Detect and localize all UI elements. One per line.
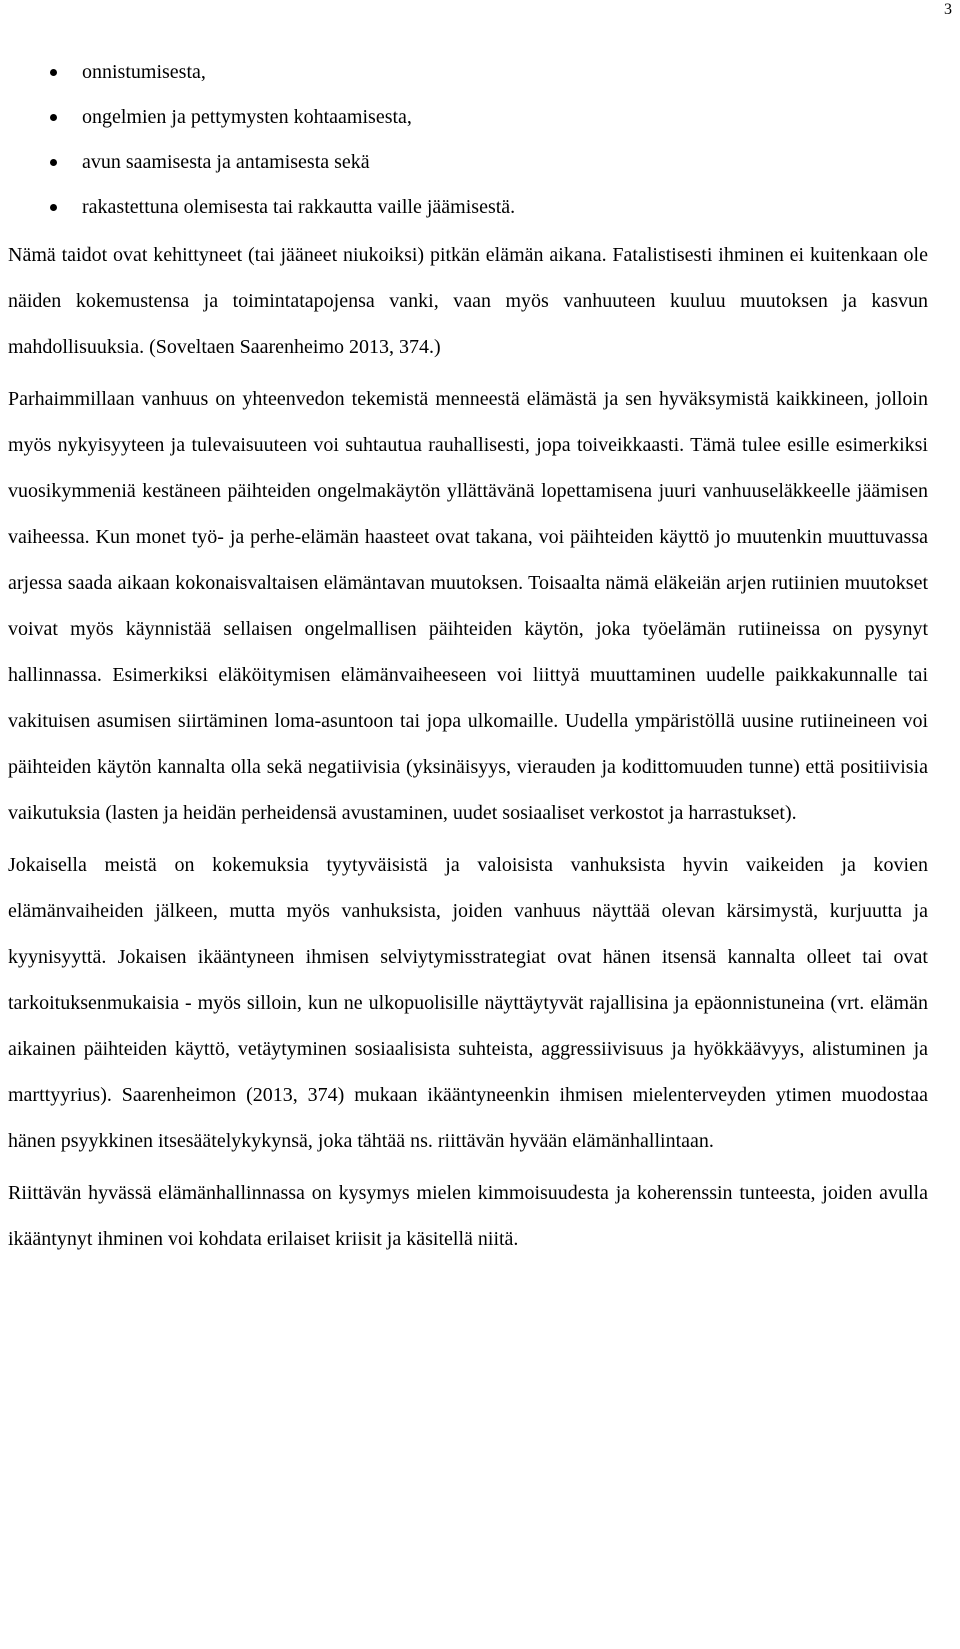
page-number: 3: [944, 1, 952, 18]
list-item: [8, 140, 928, 185]
list-item: [8, 50, 928, 95]
list-item-text: avun saamisesta ja antamisesta sekä: [82, 151, 370, 173]
list-item-text: onnistumisesta,: [82, 61, 206, 83]
list-item-text: ongelmien ja pettymysten kohtaamisesta,: [82, 106, 412, 128]
document-body: [8, 50, 928, 1268]
paragraph-1: Nämä taidot ovat kehittyneet (tai jääneet niukoiksi) pitkän elämän aikana. Fatalistisesti ihminen ei kuitenkaan ole näiden kokemustensa ja toimintatapojensa vanki, vaan myös vanhuuteen kuuluu muutoksen ja kasvun mahdollisuuksia. (Soveltaen Saarenheimo 2013, 374.): [8, 244, 928, 358]
paragraph-4: Riittävän hyvässä elämänhallinnassa on kysymys mielen kimmoisuudesta ja koherenssin tunteesta, joiden avulla ikääntynyt ihminen voi kohdata erilaiset kriisit ja käsitellä niitä.: [8, 1182, 928, 1250]
list-item: [8, 95, 928, 140]
bullet-list: [8, 50, 928, 230]
list-item-text: rakastettuna olemisesta tai rakkautta vaille jäämisestä.: [82, 196, 516, 218]
bullet-icon: [50, 69, 57, 76]
bullet-icon: [50, 114, 57, 121]
bullet-icon: [50, 204, 57, 211]
bullet-icon: [50, 159, 57, 166]
list-item: [8, 185, 928, 230]
paragraph-3: Jokaisella meistä on kokemuksia tyytyväisistä ja valoisista vanhuksista hyvin vaikeiden ja kovien elämänvaiheiden jälkeen, mutta myös vanhuksista, joiden vanhuus näyttää olevan kärsimystä, kurjuutta ja kyynisyyttä. Jokaisen ikääntyneen ihmisen selviytymisstrategiat ovat hänen itsensä kannalta olleet tai ovat tarkoituksenmukaisia - myös silloin, kun ne ulkopuolisille näyttäytyvät rajallisina ja epäonnistuneina (vrt. elämän aikainen päihteiden käyttö, vetäytyminen sosiaalisista suhteista, aggressiivisuus ja hyökkäävyys, alistuminen ja marttyyrius). Saarenheimon (2013, 374) mukaan ikääntyneenkin ihmisen mielenterveyden ytimen muodostaa hänen psyykkinen itsesäätelykykynsä, joka tähtää ns. riittävän hyvään elämänhallintaan.: [8, 854, 928, 1152]
paragraph-2: Parhaimmillaan vanhuus on yhteenvedon tekemistä menneestä elämästä ja sen hyväksymistä kaikkineen, jolloin myös nykyisyyteen ja tulevaisuuteen voi suhtautua rauhallisesti, jopa toiveikkaasti. Tämä tulee esille esimerkiksi vuosikymmeniä kestäneen päihteiden ongelmakäytön yllättävänä lopettamisena juuri vanhuuseläkkeelle jäämisen vaiheessa. Kun monet työ- ja perhe-elämän haasteet ovat takana, voi päihteiden käyttö jo muutenkin muuttuvassa arjessa saada aikaan kokonaisvaltaisen elämäntavan muutoksen. Toisaalta nämä eläkeiän arjen rutiinien muutokset voivat myös käynnistää sellaisen ongelmallisen päihteiden käytön, joka työelämän rutiineissa on pysynyt hallinnassa. Esimerkiksi eläköitymisen elämänvaiheeseen voi liittyä muuttaminen uudelle paikkakunnalle tai vakituisen asumisen siirtäminen loma-asuntoon tai jopa ulkomaille. Uudella ympäristöllä uusine rutiineineen voi päihteiden käytön kannalta olla sekä negatiivisia (yksinäisyys, vierauden ja kodittomuuden tunne) että positiivisia vaikutuksia (lasten ja heidän perheidensä avustaminen, uudet sosiaaliset verkostot ja harrastukset).: [8, 388, 928, 824]
